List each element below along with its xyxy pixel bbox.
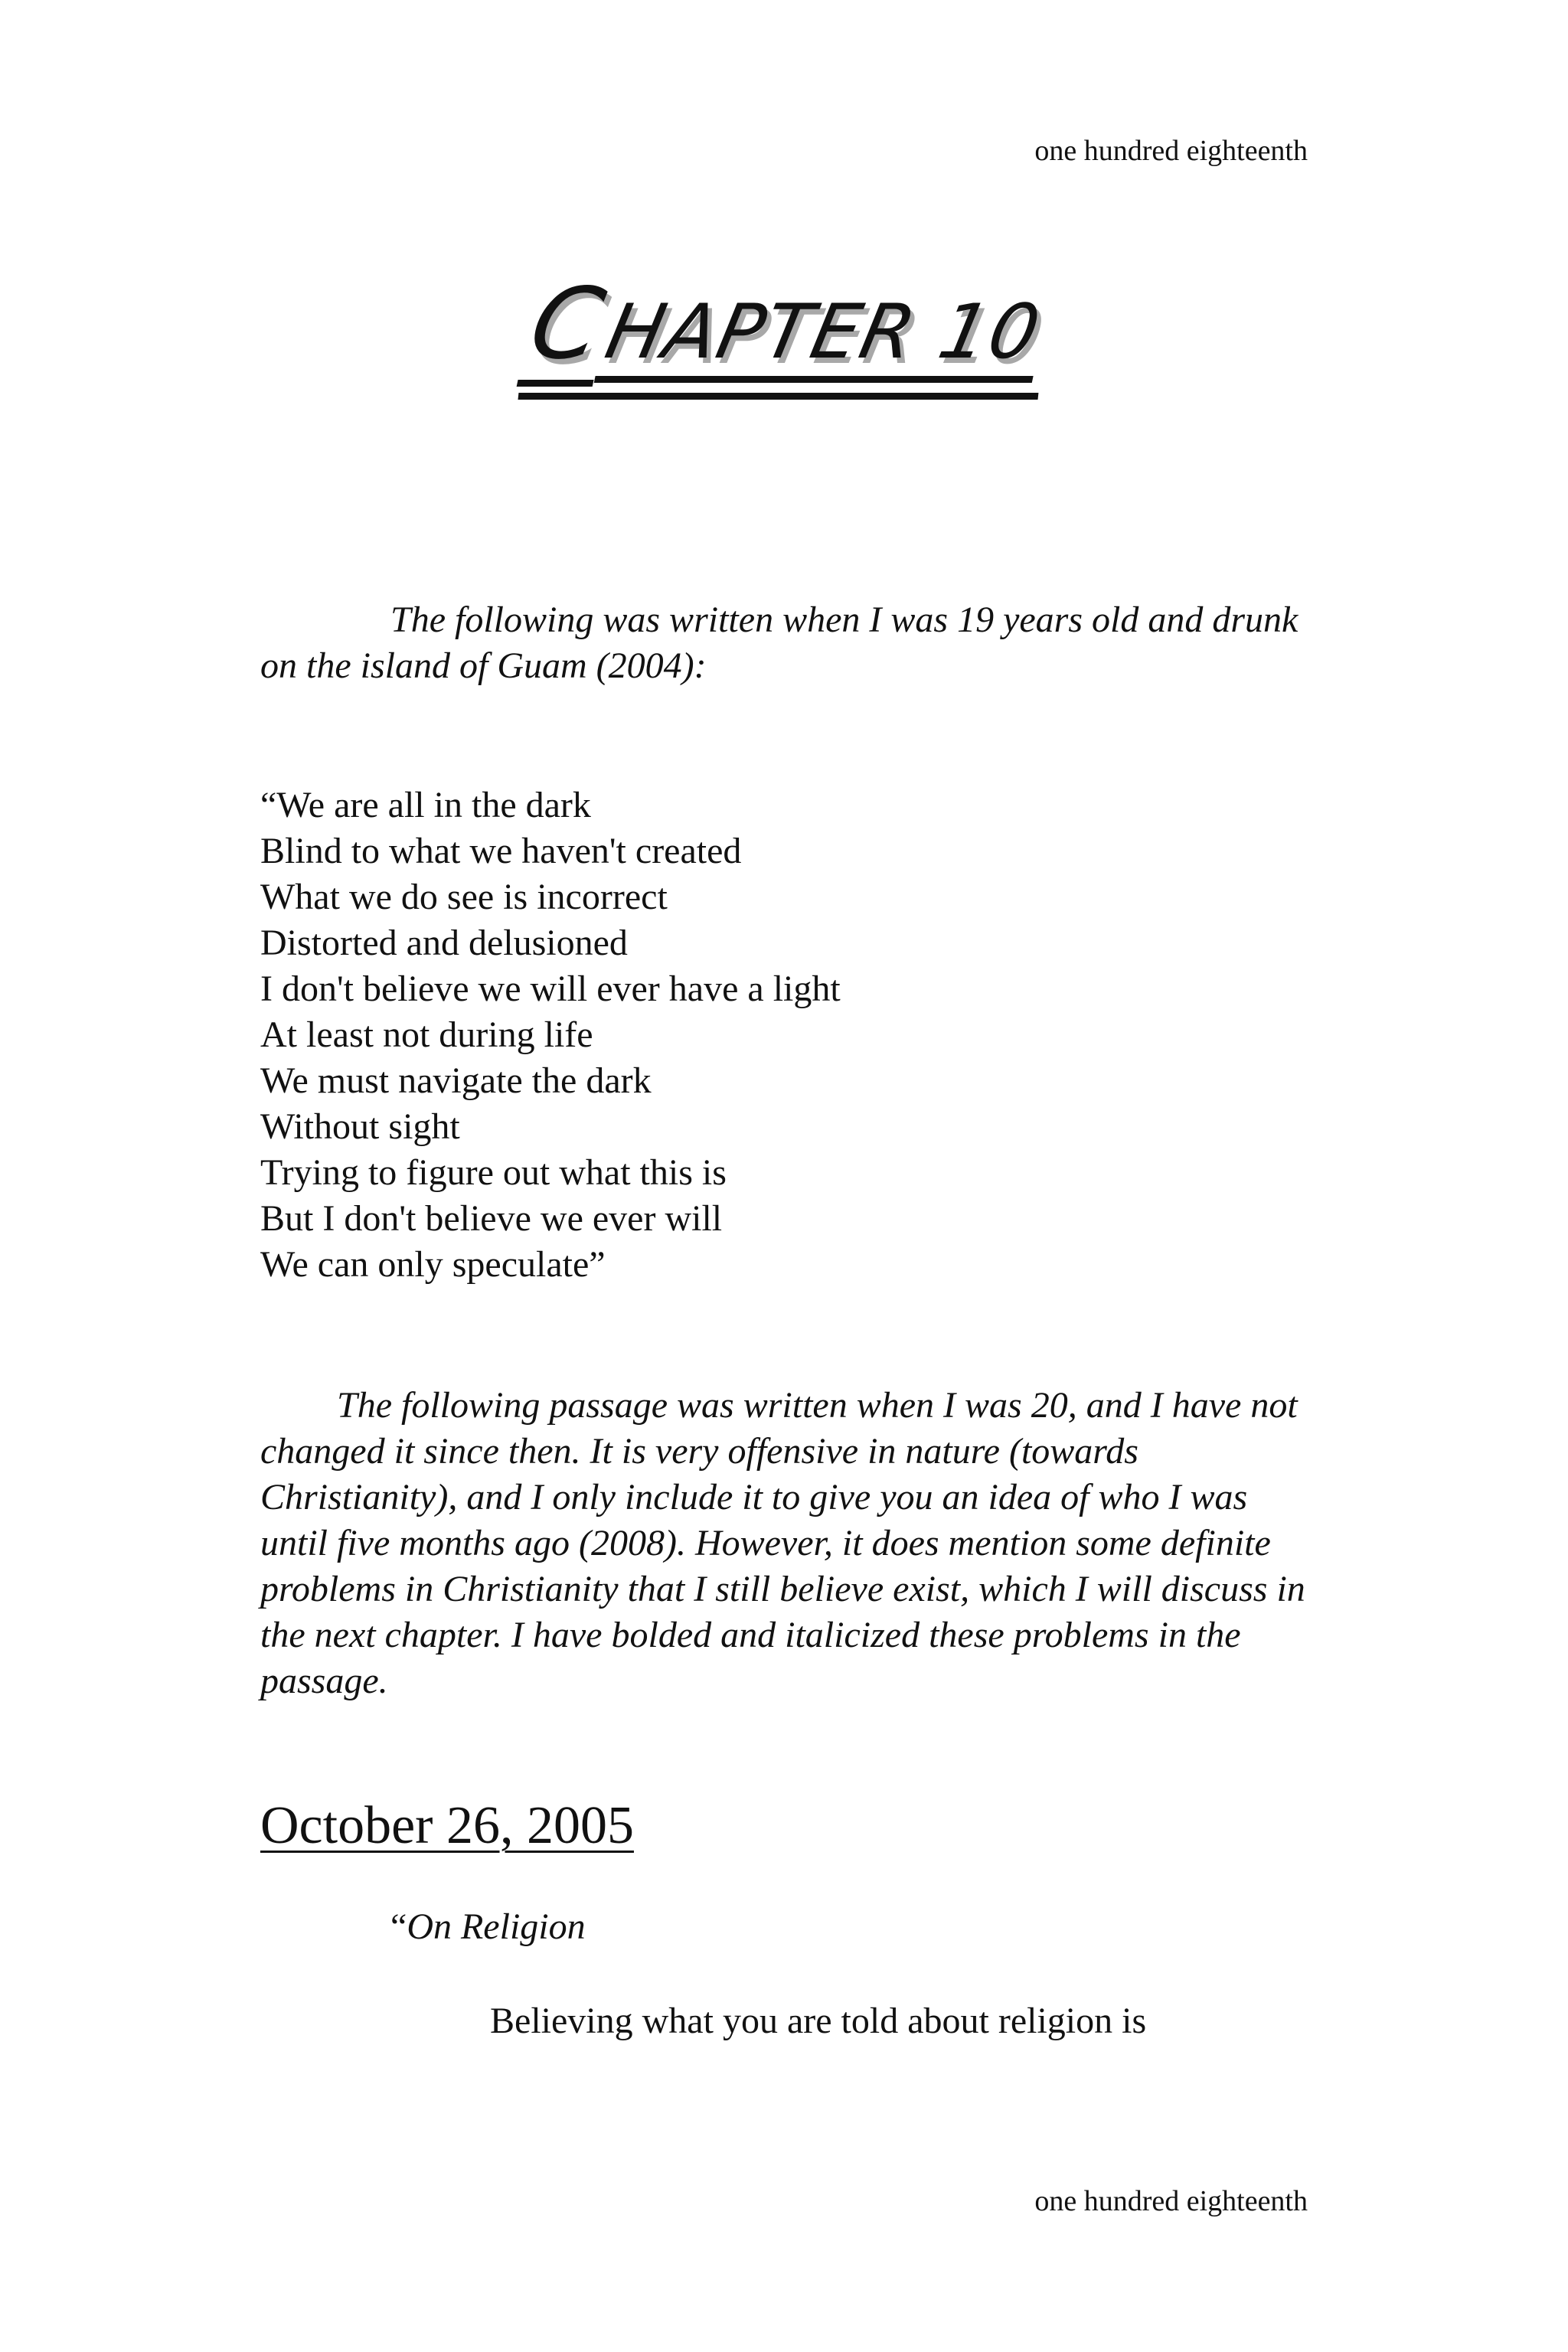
essay-open-quote: “ [390,1906,407,1947]
intro-paragraph: The following was written when I was 19 years old and drunk on the island of Guam (2004): [260,599,1298,686]
poem-line: What we do see is incorrect [260,877,668,917]
poem [260,782,841,1288]
essay-title-text: On Religion [407,1906,586,1947]
essay-first-line: Believing what you are told about religion is [490,2001,1147,2041]
poem-line: We must navigate the dark [260,1060,652,1101]
poem-line: I don't believe we will ever have a light [260,969,841,1009]
page-header-label: one hundred eighteenth [1034,135,1308,167]
essay-title [390,1904,586,1950]
poem-line: Blind to what we haven't created [260,831,742,871]
page-footer-label: one hundred eighteenth [1034,2185,1308,2217]
poem-line: “We are all in the dark [260,785,591,825]
chapter-title-initial: C [516,276,616,387]
poem-line: Without sight [260,1106,460,1147]
chapter-title-rest: HAPTER 10 [594,295,1050,383]
poem-line: Distorted and delusioned [260,923,628,963]
poem-line: But I don't believe we ever will [260,1198,723,1239]
chapter-title-text [518,267,1050,400]
poem-line: At least not during life [260,1014,593,1055]
poem-line: We can only speculate” [260,1244,606,1285]
passage-intro-paragraph: The following passage was written when I was 20, and I have not changed it since then. It is very offensive in nature (towards Christianity), and I only include it to give you an idea of who I was until five months ago (2008). However, it does mention some definite problems in Christianity that I still believe exist, which I will discuss in the next chapter. I have bolded and italicized these problems in the passage. [260,1385,1305,1701]
entry-date-heading: October 26, 2005 [260,1796,634,1855]
poem-line: Trying to figure out what this is [260,1152,727,1193]
chapter-title [0,267,1568,400]
